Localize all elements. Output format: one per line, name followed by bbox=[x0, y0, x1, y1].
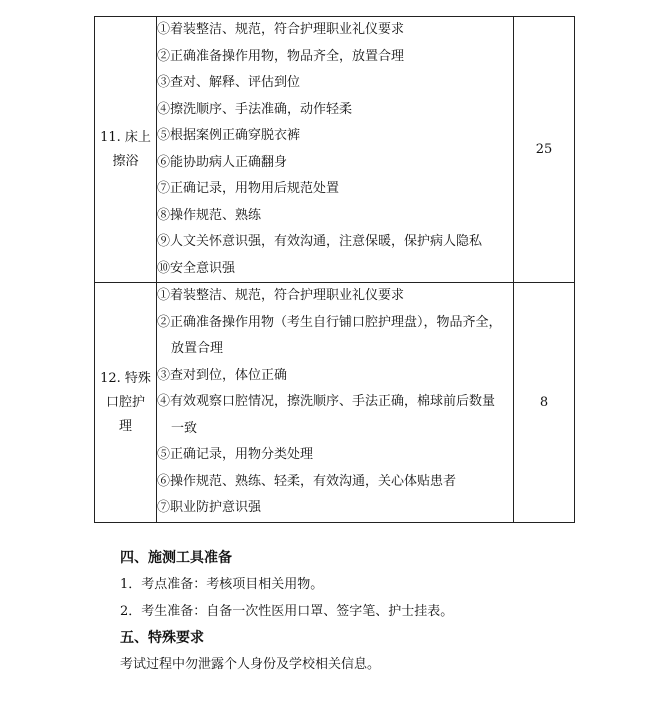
requirements-cell bbox=[157, 283, 514, 523]
requirement-line: ③查对到位，体位正确 bbox=[157, 367, 288, 383]
requirement-line: ⑦正确记录，用物用后规范处置 bbox=[157, 181, 340, 196]
requirement-line: ⑤正确记录，用物分类处理 bbox=[157, 447, 314, 463]
section-heading: 五、特殊要求 bbox=[120, 630, 204, 646]
requirement-line: ①着装整洁、规范，符合护理职业礼仪要求 bbox=[157, 22, 405, 37]
score-cell: 8 bbox=[514, 283, 575, 523]
requirement-line: ⑩安全意识强 bbox=[157, 260, 236, 276]
item-name-line: 理 bbox=[118, 418, 132, 434]
requirement-line: ②正确准备操作用物，物品齐全，放置合理 bbox=[157, 48, 405, 64]
requirement-line: ④擦洗顺序、手法准确，动作轻柔 bbox=[157, 101, 353, 117]
requirement-line: ①着装整洁、规范，符合护理职业礼仪要求 bbox=[157, 288, 405, 304]
requirement-line: ⑧操作规范、熟练 bbox=[157, 207, 262, 223]
requirement-line: ⑦职业防护意识强 bbox=[157, 500, 262, 516]
document-sections bbox=[120, 545, 640, 678]
requirement-line: ④有效观察口腔情况，擦洗顺序、手法正确，棉球前后数量 bbox=[157, 394, 496, 410]
table-row bbox=[95, 17, 575, 283]
table-row bbox=[95, 283, 575, 523]
score-cell: 25 bbox=[514, 17, 575, 283]
item-name-line: 擦浴 bbox=[112, 153, 139, 169]
requirement-line: ⑥操作规范、熟练、轻柔，有效沟通，关心体贴患者 bbox=[157, 473, 457, 489]
criteria-table bbox=[94, 16, 575, 523]
requirements-cell bbox=[157, 17, 514, 283]
requirement-line: ②正确准备操作用物（考生自行铺口腔护理盘），物品齐全， bbox=[157, 314, 502, 330]
item-name-line: 11. 床上 bbox=[100, 129, 151, 145]
section-item: 1．考点准备：考核项目相关用物。 bbox=[120, 577, 324, 592]
item-name-line: 12. 特殊 bbox=[100, 370, 151, 386]
requirement-line: 放置合理 bbox=[171, 341, 224, 357]
item-name-cell bbox=[95, 283, 157, 523]
requirement-line: ③查对、解释、评估到位 bbox=[157, 75, 301, 90]
section-item: 2．考生准备：自备一次性医用口罩、签字笔、护士挂表。 bbox=[120, 604, 454, 619]
requirement-line: ⑨人文关怀意识强，有效沟通，注意保暖，保护病人隐私 bbox=[157, 234, 483, 249]
requirement-line: ⑥能协助病人正确翻身 bbox=[157, 154, 288, 170]
section-text: 考试过程中勿泄露个人身份及学校相关信息。 bbox=[120, 657, 381, 672]
section-heading: 四、施测工具准备 bbox=[120, 550, 232, 566]
requirement-line: 一致 bbox=[171, 420, 198, 436]
item-name-line: 口腔护 bbox=[105, 394, 145, 410]
item-name-cell bbox=[95, 17, 157, 283]
requirement-line: ⑤根据案例正确穿脱衣裤 bbox=[157, 128, 301, 143]
